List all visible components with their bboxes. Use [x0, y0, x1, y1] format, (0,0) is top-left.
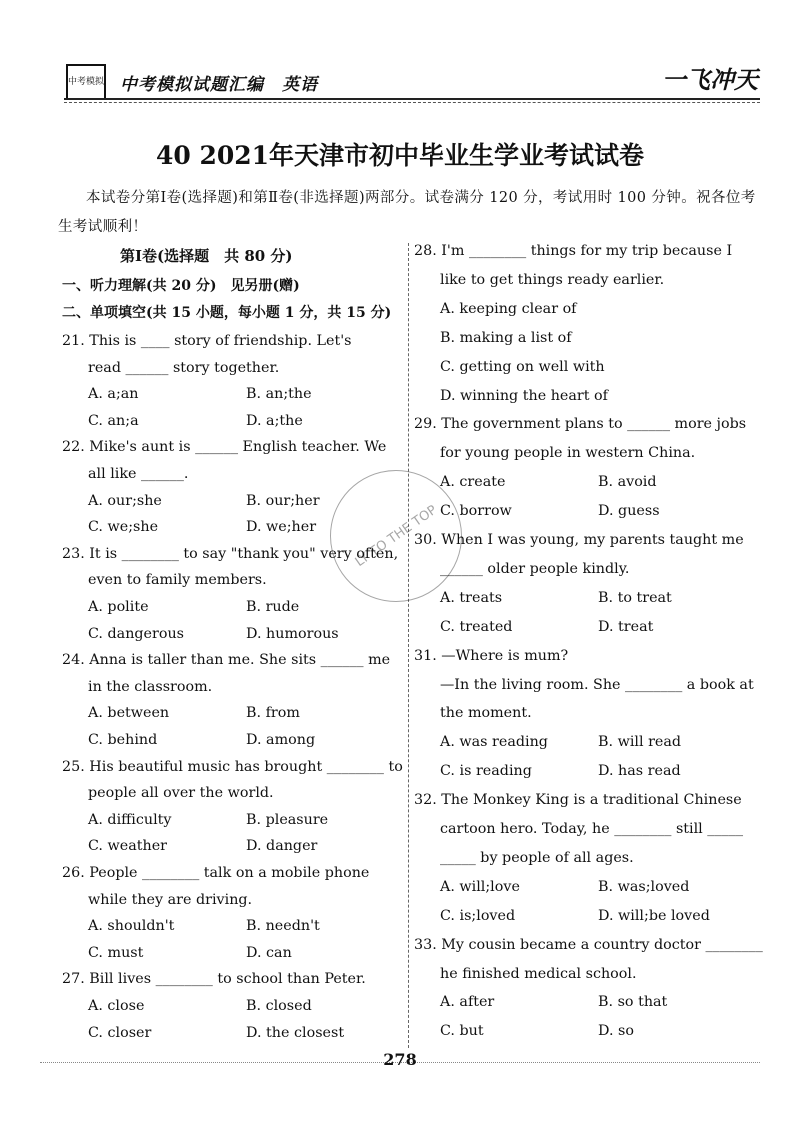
question-stem: 32. The Monkey King is a traditional Chinese	[414, 792, 742, 809]
option-item: C. is;loved	[440, 907, 516, 924]
question-line: C. getting on well with	[440, 358, 605, 375]
part-title-listening: 一、听力理解(共 20 分) 见另册(赠)	[62, 278, 300, 294]
question-line: —In the living room. She ________ a book at	[440, 676, 754, 693]
option-item: A. create	[440, 474, 506, 491]
option-item: C. behind	[88, 732, 158, 748]
option-item: D. humorous	[246, 625, 339, 642]
question-stem: 30. When I was young, my parents taught me	[414, 532, 744, 548]
option-item: C. treated	[440, 618, 513, 635]
option-item: B. an;the	[246, 386, 312, 403]
option-item: B. will read	[598, 734, 682, 751]
question-line: even to family members.	[88, 572, 267, 589]
question-line: cartoon hero. Today, he ________ still _____	[440, 821, 744, 837]
option-item: D. among	[246, 732, 316, 748]
exam-title: 40 2021年天津市初中毕业生学业考试试卷	[155, 141, 645, 170]
question-stem: 29. The government plans to ______ more jobs	[414, 416, 747, 433]
option-item: B. from	[246, 705, 300, 722]
option-item: A. shouldn't	[88, 918, 175, 935]
question-line: B. making a list of	[440, 329, 572, 346]
question-stem: 22. Mike's aunt is ______ English teacher. We	[62, 439, 387, 456]
question-line: the moment.	[440, 705, 532, 722]
option-item: B. needn't	[246, 918, 320, 935]
option-item: A. will;love	[440, 878, 520, 895]
option-item: A. treats	[440, 589, 503, 606]
question-line: like to get things ready earlier.	[440, 271, 665, 288]
question-line: _____ by people of all ages.	[440, 849, 634, 866]
option-item: C. weather	[88, 838, 167, 855]
header-rule-dashed	[64, 102, 760, 103]
option-item: D. will;be loved	[598, 907, 710, 924]
brand-logo: 一飞冲天	[662, 66, 758, 94]
option-item: B. our;her	[246, 492, 320, 509]
option-item: B. closed	[246, 998, 312, 1014]
option-item: B. so that	[598, 994, 668, 1011]
column-divider	[408, 243, 409, 1048]
option-item: C. an;a	[88, 412, 139, 429]
option-item: D. guess	[598, 503, 660, 520]
option-item: B. was;loved	[598, 878, 690, 895]
section-title: 第Ⅰ卷(选择题 共 80 分)	[120, 247, 293, 265]
option-item: B. pleasure	[246, 811, 329, 828]
option-item: C. closer	[88, 1024, 152, 1041]
question-stem: 26. People ________ talk on a mobile phone	[62, 865, 370, 881]
option-item: B. avoid	[598, 474, 657, 491]
option-item: A. after	[440, 994, 495, 1011]
question-stem: 27. Bill lives ________ to school than Peter.	[62, 971, 366, 988]
option-item: A. close	[88, 998, 145, 1014]
question-line: for young people in western China.	[440, 445, 696, 462]
question-line: read ______ story together.	[88, 359, 280, 376]
question-line: all like ______.	[88, 466, 189, 482]
question-stem: 21. This is ____ story of friendship. Let's	[62, 333, 352, 349]
header-rule	[64, 98, 760, 100]
exam-intro: 本试卷分第Ⅰ卷(选择题)和第Ⅱ卷(非选择题)两部分。试卷满分 120 分，考试用时 100 分钟。祝各位考生考试顺利！	[58, 190, 756, 235]
page-number: 278	[383, 1050, 417, 1069]
series-logo: 中考模拟	[66, 64, 106, 100]
question-stem: 33. My cousin became a country doctor ________	[414, 936, 763, 953]
option-item: B. to treat	[598, 589, 672, 606]
question-line: A. keeping clear of	[440, 300, 577, 317]
option-item: C. we;she	[88, 519, 159, 536]
question-stem: 31. —Where is mum?	[414, 647, 569, 664]
option-item: C. must	[88, 944, 144, 961]
question-line: people all over the world.	[88, 785, 274, 802]
option-item: A. was reading	[440, 734, 548, 751]
option-item: C. dangerous	[88, 625, 185, 642]
question-line: he finished medical school.	[440, 965, 637, 982]
option-item: D. so	[598, 1023, 634, 1040]
option-item: D. we;her	[246, 519, 317, 536]
question-stem: 28. I'm ________ things for my trip because I	[414, 243, 733, 259]
option-item: A. difficulty	[88, 811, 172, 828]
option-item: D. has read	[598, 763, 681, 780]
page-header	[66, 64, 318, 100]
question-line: while they are driving.	[88, 891, 253, 908]
question-stem: 25. His beautiful music has brought ________ to	[62, 758, 403, 775]
question-stem: 24. Anna is taller than me. She sits ______ me	[62, 652, 391, 669]
option-item: D. treat	[598, 618, 654, 635]
option-item: C. is reading	[440, 763, 532, 780]
option-item: C. borrow	[440, 503, 512, 520]
option-item: D. the closest	[246, 1024, 345, 1041]
question-line: in the classroom.	[88, 678, 213, 695]
option-item: D. can	[246, 944, 292, 961]
option-item: A. between	[88, 705, 170, 722]
question-line: D. winning the heart of	[440, 387, 608, 404]
option-item: A. a;an	[88, 386, 139, 403]
question-line: ______ older people kindly.	[440, 560, 630, 577]
option-item: D. danger	[246, 838, 318, 855]
option-item: A. polite	[88, 599, 149, 615]
question-stem: 23. It is ________ to say "thank you" very often,	[62, 545, 399, 562]
option-item: A. our;she	[88, 492, 162, 509]
watermark-stamp: LY TO THE TOP	[304, 444, 488, 628]
option-item: D. a;the	[246, 412, 303, 429]
series-title: 中考模拟试题汇编 英语	[120, 74, 318, 95]
option-item: B. rude	[246, 599, 300, 615]
part-title-single-choice: 二、单项填空(共 15 小题，每小题 1 分，共 15 分)	[62, 305, 392, 321]
option-item: C. but	[440, 1023, 484, 1040]
